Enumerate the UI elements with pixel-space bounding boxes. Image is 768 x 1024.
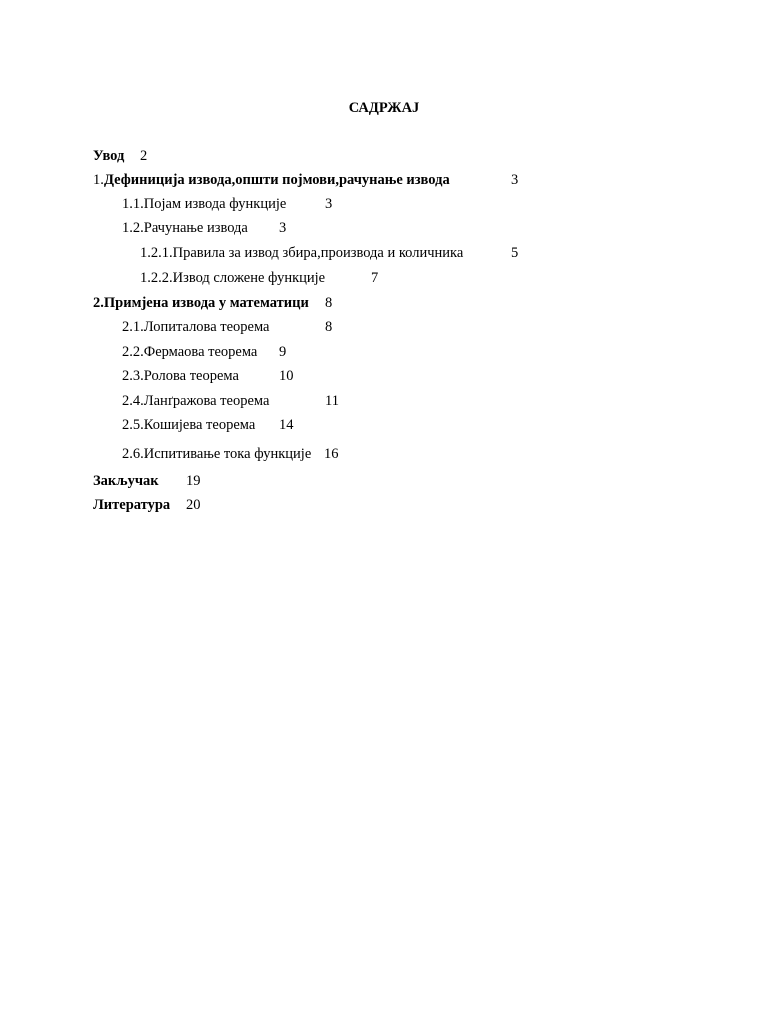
toc-entry-page: 19: [186, 473, 201, 489]
toc-entry-label: 2.Примјена извода у математици: [93, 295, 309, 311]
toc-entry-page: 14: [279, 417, 294, 433]
toc-entry-label: 1.2.Рачунање извода: [122, 220, 248, 236]
toc-entry-page: 3: [279, 220, 287, 236]
toc-entry-page: 20: [186, 497, 201, 513]
toc-entry-label: Дефиниција извода,општи појмови,рачунање извода: [104, 172, 450, 188]
toc-entry-label: 2.6.Испитивање тока функције: [122, 446, 312, 462]
toc-entry-page: 8: [325, 295, 333, 311]
toc-entry-label: 2.4.Ланґражова теорема: [122, 393, 270, 409]
toc-entry-label: 2.2.Фермаова теорема: [122, 344, 258, 360]
toc-entry-page: 9: [279, 344, 287, 360]
toc-entry-label: 1.1.Појам извода функције: [122, 196, 287, 212]
toc-entry-page: 2: [140, 148, 148, 164]
toc-entry-label: 2.1.Лопиталова теорема: [122, 319, 270, 335]
toc-entry-page: 11: [325, 393, 339, 409]
toc-entry-page: 10: [279, 368, 294, 384]
toc-entry-page: 8: [325, 319, 333, 335]
toc-entry-label: Литература: [93, 497, 171, 513]
toc-entry-page: 5: [511, 245, 519, 261]
toc-entry-label: Закључак: [93, 473, 159, 489]
toc-entry-page: 7: [371, 270, 379, 286]
toc-entry-label: 1.2.2.Извод сложене функције: [140, 270, 326, 286]
toc-entry-label: 2.5.Кошијева теорема: [122, 417, 256, 433]
toc-entry-label: Увод: [93, 148, 125, 164]
toc-entry-label: 2.3.Ролова теорема: [122, 368, 239, 384]
toc-title: САДРЖАЈ: [348, 100, 420, 116]
toc-entry-page: 16: [324, 446, 339, 462]
toc-entry-label: 1.2.1.Правила за извод збира,производа и количника: [140, 245, 464, 261]
toc-entry-page: 3: [511, 172, 519, 188]
toc-entry-number: 1.: [93, 172, 104, 188]
toc-entry-page: 3: [325, 196, 333, 212]
